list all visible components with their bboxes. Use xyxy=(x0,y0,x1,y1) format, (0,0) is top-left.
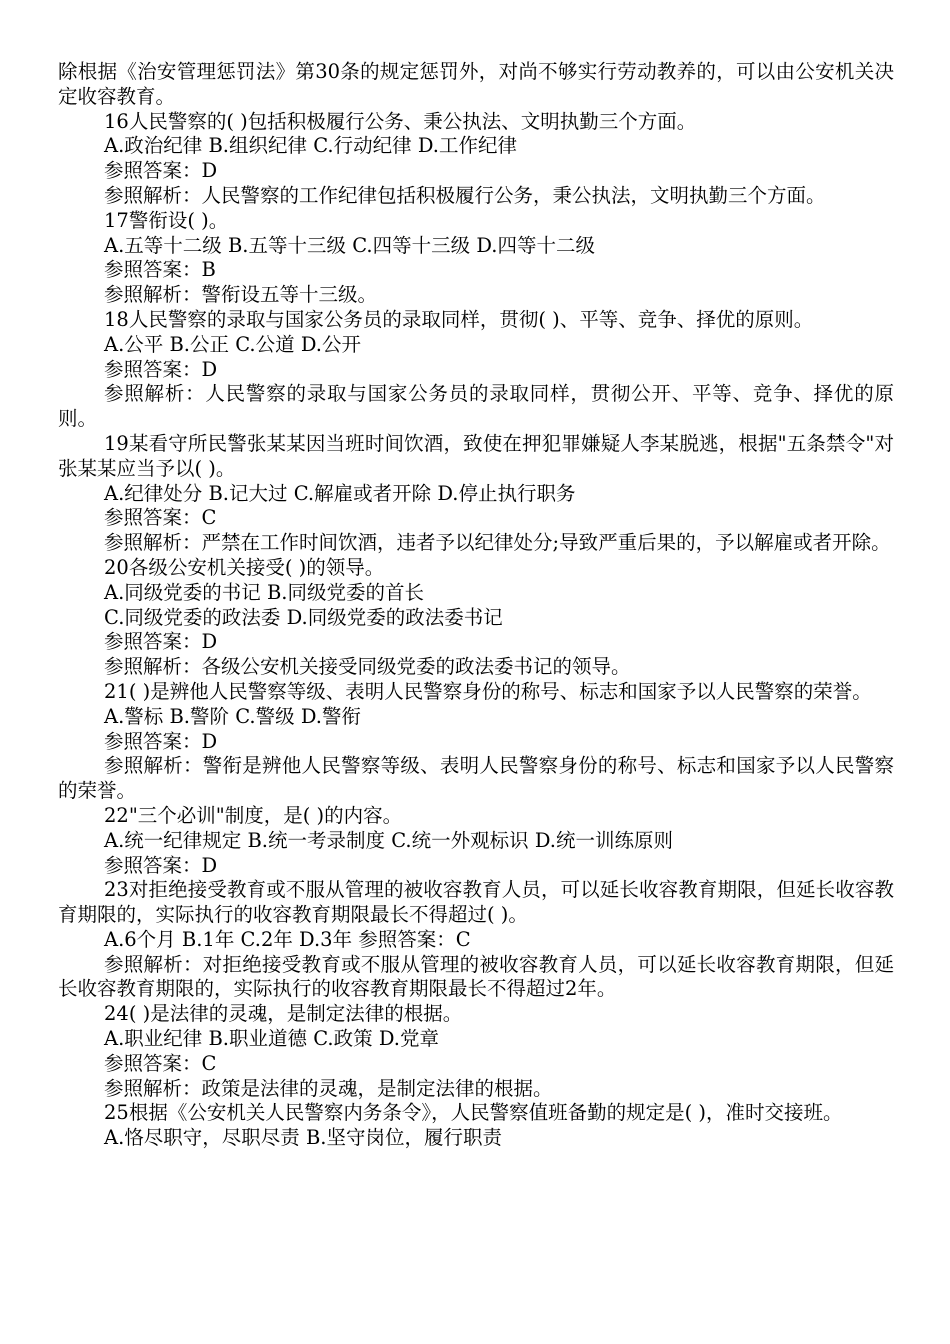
answer-21: 参照答案：D xyxy=(104,729,218,753)
analysis-23: 参照解析：对拒绝接受教育或不服从管理的被收容教育人员，可以延长收容教育期限，但延长收容教育期限的，实际执行的收容教育期限最长不得超过2年。 xyxy=(58,952,894,1001)
question-17: 17警衔设( )。 xyxy=(104,208,229,232)
options-24: A.职业纪律 B.职业道德 C.政策 D.党章 xyxy=(104,1027,439,1051)
options-17: A.五等十二级 B.五等十三级 C.四等十三级 D.四等十二级 xyxy=(104,233,595,257)
options-20-cd: C.同级党委的政法委 D.同级党委的政法委书记 xyxy=(104,605,503,629)
answer-17: 参照答案：B xyxy=(104,258,216,282)
options-25: A.恪尽职守，尽职尽责 B.坚守岗位，履行职责 xyxy=(104,1126,503,1150)
question-21: 21( )是辨他人民警察等级、表明人民警察身份的称号、标志和国家予以人民警察的荣誉。 xyxy=(104,679,872,703)
options-19: A.纪律处分 B.记大过 C.解雇或者开除 D.停止执行职务 xyxy=(104,481,576,505)
options-18: A.公平 B.公正 C.公道 D.公开 xyxy=(104,332,361,356)
question-19: 19某看守所民警张某某因当班时间饮酒，致使在押犯罪嫌疑人李某脱逃，根据"五条禁令"对张某某应当予以( )。 xyxy=(58,431,894,480)
options-22: A.统一纪律规定 B.统一考录制度 C.统一外观标识 D.统一训练原则 xyxy=(104,828,673,852)
options-20-ab: A.同级党委的书记 B.同级党委的首长 xyxy=(104,580,425,604)
analysis-18: 参照解析：人民警察的录取与国家公务员的录取同样，贯彻公开、平等、竞争、择优的原则。 xyxy=(58,382,894,431)
answer-24: 参照答案：C xyxy=(104,1051,217,1075)
analysis-16: 参照解析：人民警察的工作纪律包括积极履行公务，秉公执法，文明执勤三个方面。 xyxy=(104,183,826,207)
question-16: 16人民警察的( )包括积极履行公务、秉公执法、文明执勤三个方面。 xyxy=(104,109,697,133)
analysis-19: 参照解析：严禁在工作时间饮酒，违者予以纪律处分;导致严重后果的，予以解雇或者开除。 xyxy=(104,531,891,555)
question-20: 20各级公安机关接受( )的领导。 xyxy=(104,555,385,579)
question-25: 25根据《公安机关人民警察内务条令》，人民警察值班备勤的规定是( )，准时交接班。 xyxy=(104,1101,843,1125)
paragraph: 除根据《治安管理惩罚法》第30条的规定惩罚外，对尚不够实行劳动教养的，可以由公安机关决定收容教育。 xyxy=(58,60,894,108)
answer-20: 参照答案：D xyxy=(104,630,218,654)
analysis-20: 参照解析：各级公安机关接受同级党委的政法委书记的领导。 xyxy=(104,655,631,679)
options-21: A.警标 B.警阶 C.警级 D.警衔 xyxy=(104,704,361,728)
document-page xyxy=(58,60,894,1151)
answer-19: 参照答案：C xyxy=(104,506,217,530)
analysis-17: 参照解析：警衔设五等十三级。 xyxy=(104,283,378,307)
options-23: A.6个月 B.1年 C.2年 D.3年 参照答案：C xyxy=(104,927,471,951)
question-24: 24( )是法律的灵魂，是制定法律的根据。 xyxy=(104,1002,463,1026)
answer-16: 参照答案：D xyxy=(104,159,218,183)
analysis-21: 参照解析：警衔是辨他人民警察等级、表明人民警察身份的称号、标志和国家予以人民警察的荣誉。 xyxy=(58,754,894,803)
question-18: 18人民警察的录取与国家公务员的录取同样，贯彻( )、平等、竞争、择优的原则。 xyxy=(104,307,814,331)
question-22: 22"三个必训"制度，是( )的内容。 xyxy=(104,803,403,827)
analysis-24: 参照解析：政策是法律的灵魂，是制定法律的根据。 xyxy=(104,1076,553,1100)
answer-22: 参照答案：D xyxy=(104,853,218,877)
question-23: 23对拒绝接受教育或不服从管理的被收容教育人员，可以延长收容教育期限，但延长收容教育期限的，实际执行的收容教育期限最长不得超过( )。 xyxy=(58,878,894,927)
answer-18: 参照答案：D xyxy=(104,357,218,381)
options-16: A.政治纪律 B.组织纪律 C.行动纪律 D.工作纪律 xyxy=(104,134,517,158)
